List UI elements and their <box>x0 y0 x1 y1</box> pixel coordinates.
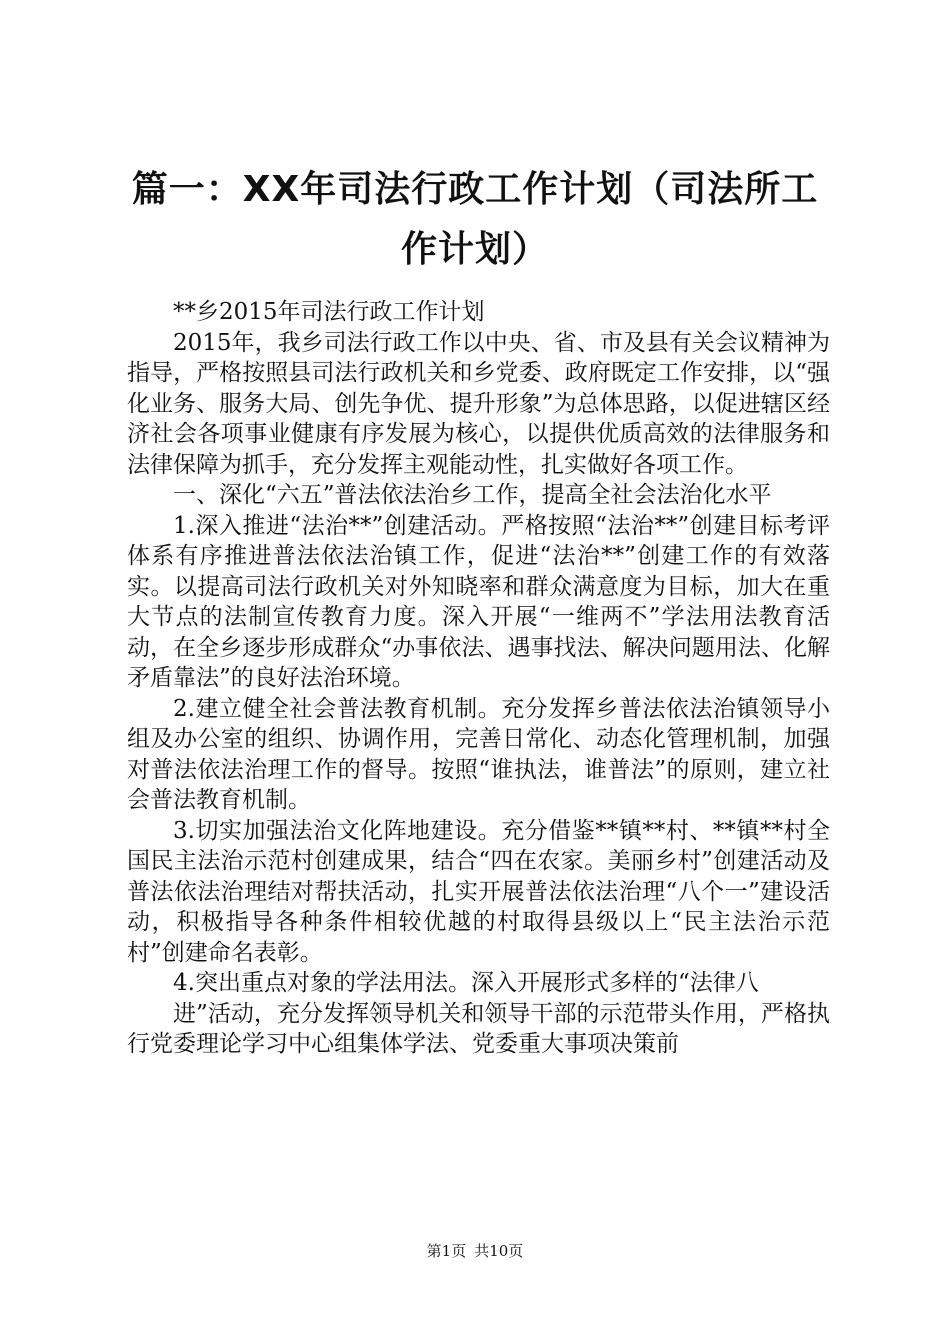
body-paragraph: 2.建立健全社会普法教育机制。充分发挥乡普法依法治镇领导小组及办公室的组织、协调作用，完善日常化、动态化管理机制，加强对普法依法治理工作的督导。按照“谁执法，谁普法”的原则，建立社会普法教育机制。 <box>127 695 830 813</box>
page-footer <box>0 1241 950 1261</box>
body-paragraph: 2015年，我乡司法行政工作以中央、省、市及县有关会议精神为指导，严格按照县司法行政机关和乡党委、政府既定工作安排，以“强化业务、服务大局、创先争优、提升形象”为总体思路，以促进辖区经济社会各项事业健康有序发展为核心，以提供优质高效的法律服务和法律保障为抓手，充分发挥主观能动性，扎实做好各项工作。 <box>127 329 830 478</box>
body-paragraph: 4.突出重点对象的学法用法。深入开展形式多样的“法律八 <box>173 970 759 996</box>
body-paragraph: 进”活动，充分发挥领导机关和领导干部的示范带头作用，严格执行党委理论学习中心组集体学法、党委重大事项决策前 <box>127 1000 830 1057</box>
document-title: 篇一：XX年司法行政工作计划（司法所工作计划） <box>131 169 819 270</box>
body-paragraph: 1.深入推进“法治**”创建活动。严格按照“法治**”创建目标考评体系有序推进普法依法治镇工作，促进“法治**”创建工作的有效落实。以提高司法行政机关对外知晓率和群众满意度为目标，加大在重大节点的法制宣传教育力度。深入开展“一维两不”学法用法教育活动，在全乡逐步形成群众“办事依法、遇事找法、解决问题用法、化解矛盾靠法”的良好法治环境。 <box>127 512 830 691</box>
section-heading: 一、深化“六五”普法依法治乡工作，提高全社会法治化水平 <box>173 482 772 508</box>
body-paragraph: 3.切实加强法治文化阵地建设。充分借鉴**镇**村、**镇**村全国民主法治示范村创建成果，结合“四在农家。美丽乡村”创建活动及普法依法治理结对帮扶活动，扎实开展普法依法治理“八个一”建设活动，积极指导各种条件相较优越的村取得县级以上“民主法治示范村”创建命名表彰。 <box>127 817 830 966</box>
page-number: 第1页 <box>426 1242 467 1260</box>
subtitle-paragraph: **乡2015年司法行政工作计划 <box>173 299 485 325</box>
total-pages: 共10页 <box>474 1242 524 1260</box>
document-body <box>127 297 830 1060</box>
